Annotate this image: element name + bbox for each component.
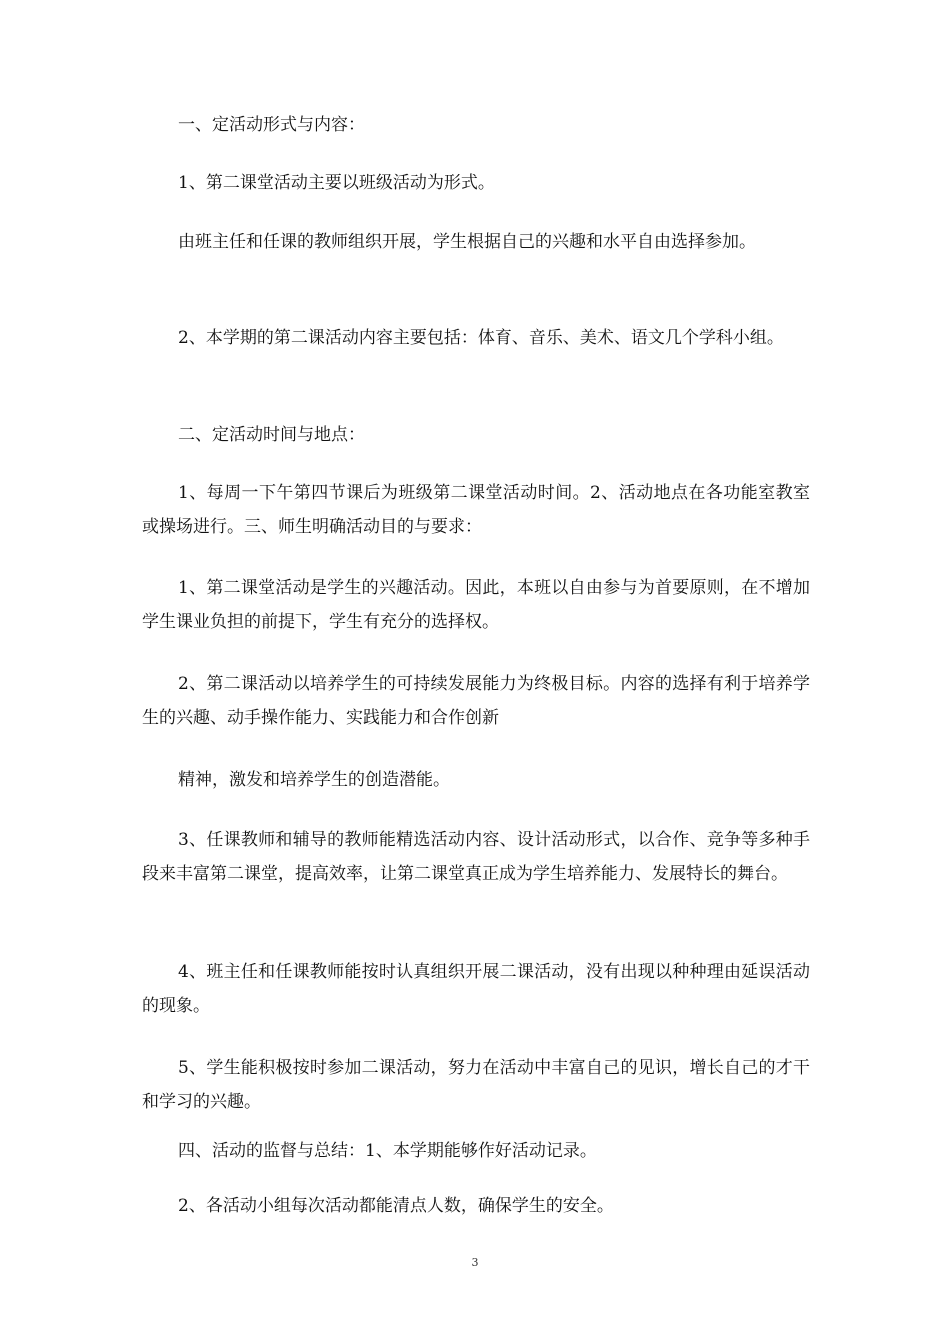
paragraph: 1、第二课堂活动是学生的兴趣活动。因此，本班以自由参与为首要原则，在不增加学生课业负担的前提下，学生有充分的选择权。 (142, 578, 810, 632)
paragraph: 精神，激发和培养学生的创造潜能。 (178, 770, 450, 790)
paragraph: 1、每周一下午第四节课后为班级第二课堂活动时间。2、活动地点在各功能室教室或操场进行。三、师生明确活动目的与要求： (142, 483, 810, 537)
paragraph: 1、第二课堂活动主要以班级活动为形式。 (178, 173, 495, 193)
paragraph: 3、任课教师和辅导的教师能精选活动内容、设计活动形式，以合作、竞争等多种手段来丰富第二课堂，提高效率，让第二课堂真正成为学生培养能力、发展特长的舞台。 (142, 830, 810, 884)
section-heading-2: 二、定活动时间与地点： (178, 425, 365, 445)
paragraph: 4、班主任和任课教师能按时认真组织开展二课活动，没有出现以种种理由延误活动的现象。 (142, 962, 810, 1016)
page-number: 3 (471, 1256, 479, 1269)
section-heading-1: 一、定活动形式与内容： (178, 115, 365, 135)
paragraph: 2、各活动小组每次活动都能清点人数，确保学生的安全。 (178, 1196, 614, 1216)
paragraph: 2、本学期的第二课活动内容主要包括：体育、音乐、美术、语文几个学科小组。 (178, 328, 784, 348)
paragraph: 5、学生能积极按时参加二课活动，努力在活动中丰富自己的见识，增长自己的才干和学习的兴趣。 (142, 1058, 810, 1112)
paragraph: 2、第二课活动以培养学生的可持续发展能力为终极目标。内容的选择有利于培养学生的兴趣、动手操作能力、实践能力和合作创新 (142, 674, 810, 728)
paragraph: 由班主任和任课的教师组织开展，学生根据自己的兴趣和水平自由选择参加。 (178, 232, 756, 252)
section-heading-4: 四、活动的监督与总结：1、本学期能够作好活动记录。 (178, 1141, 597, 1161)
